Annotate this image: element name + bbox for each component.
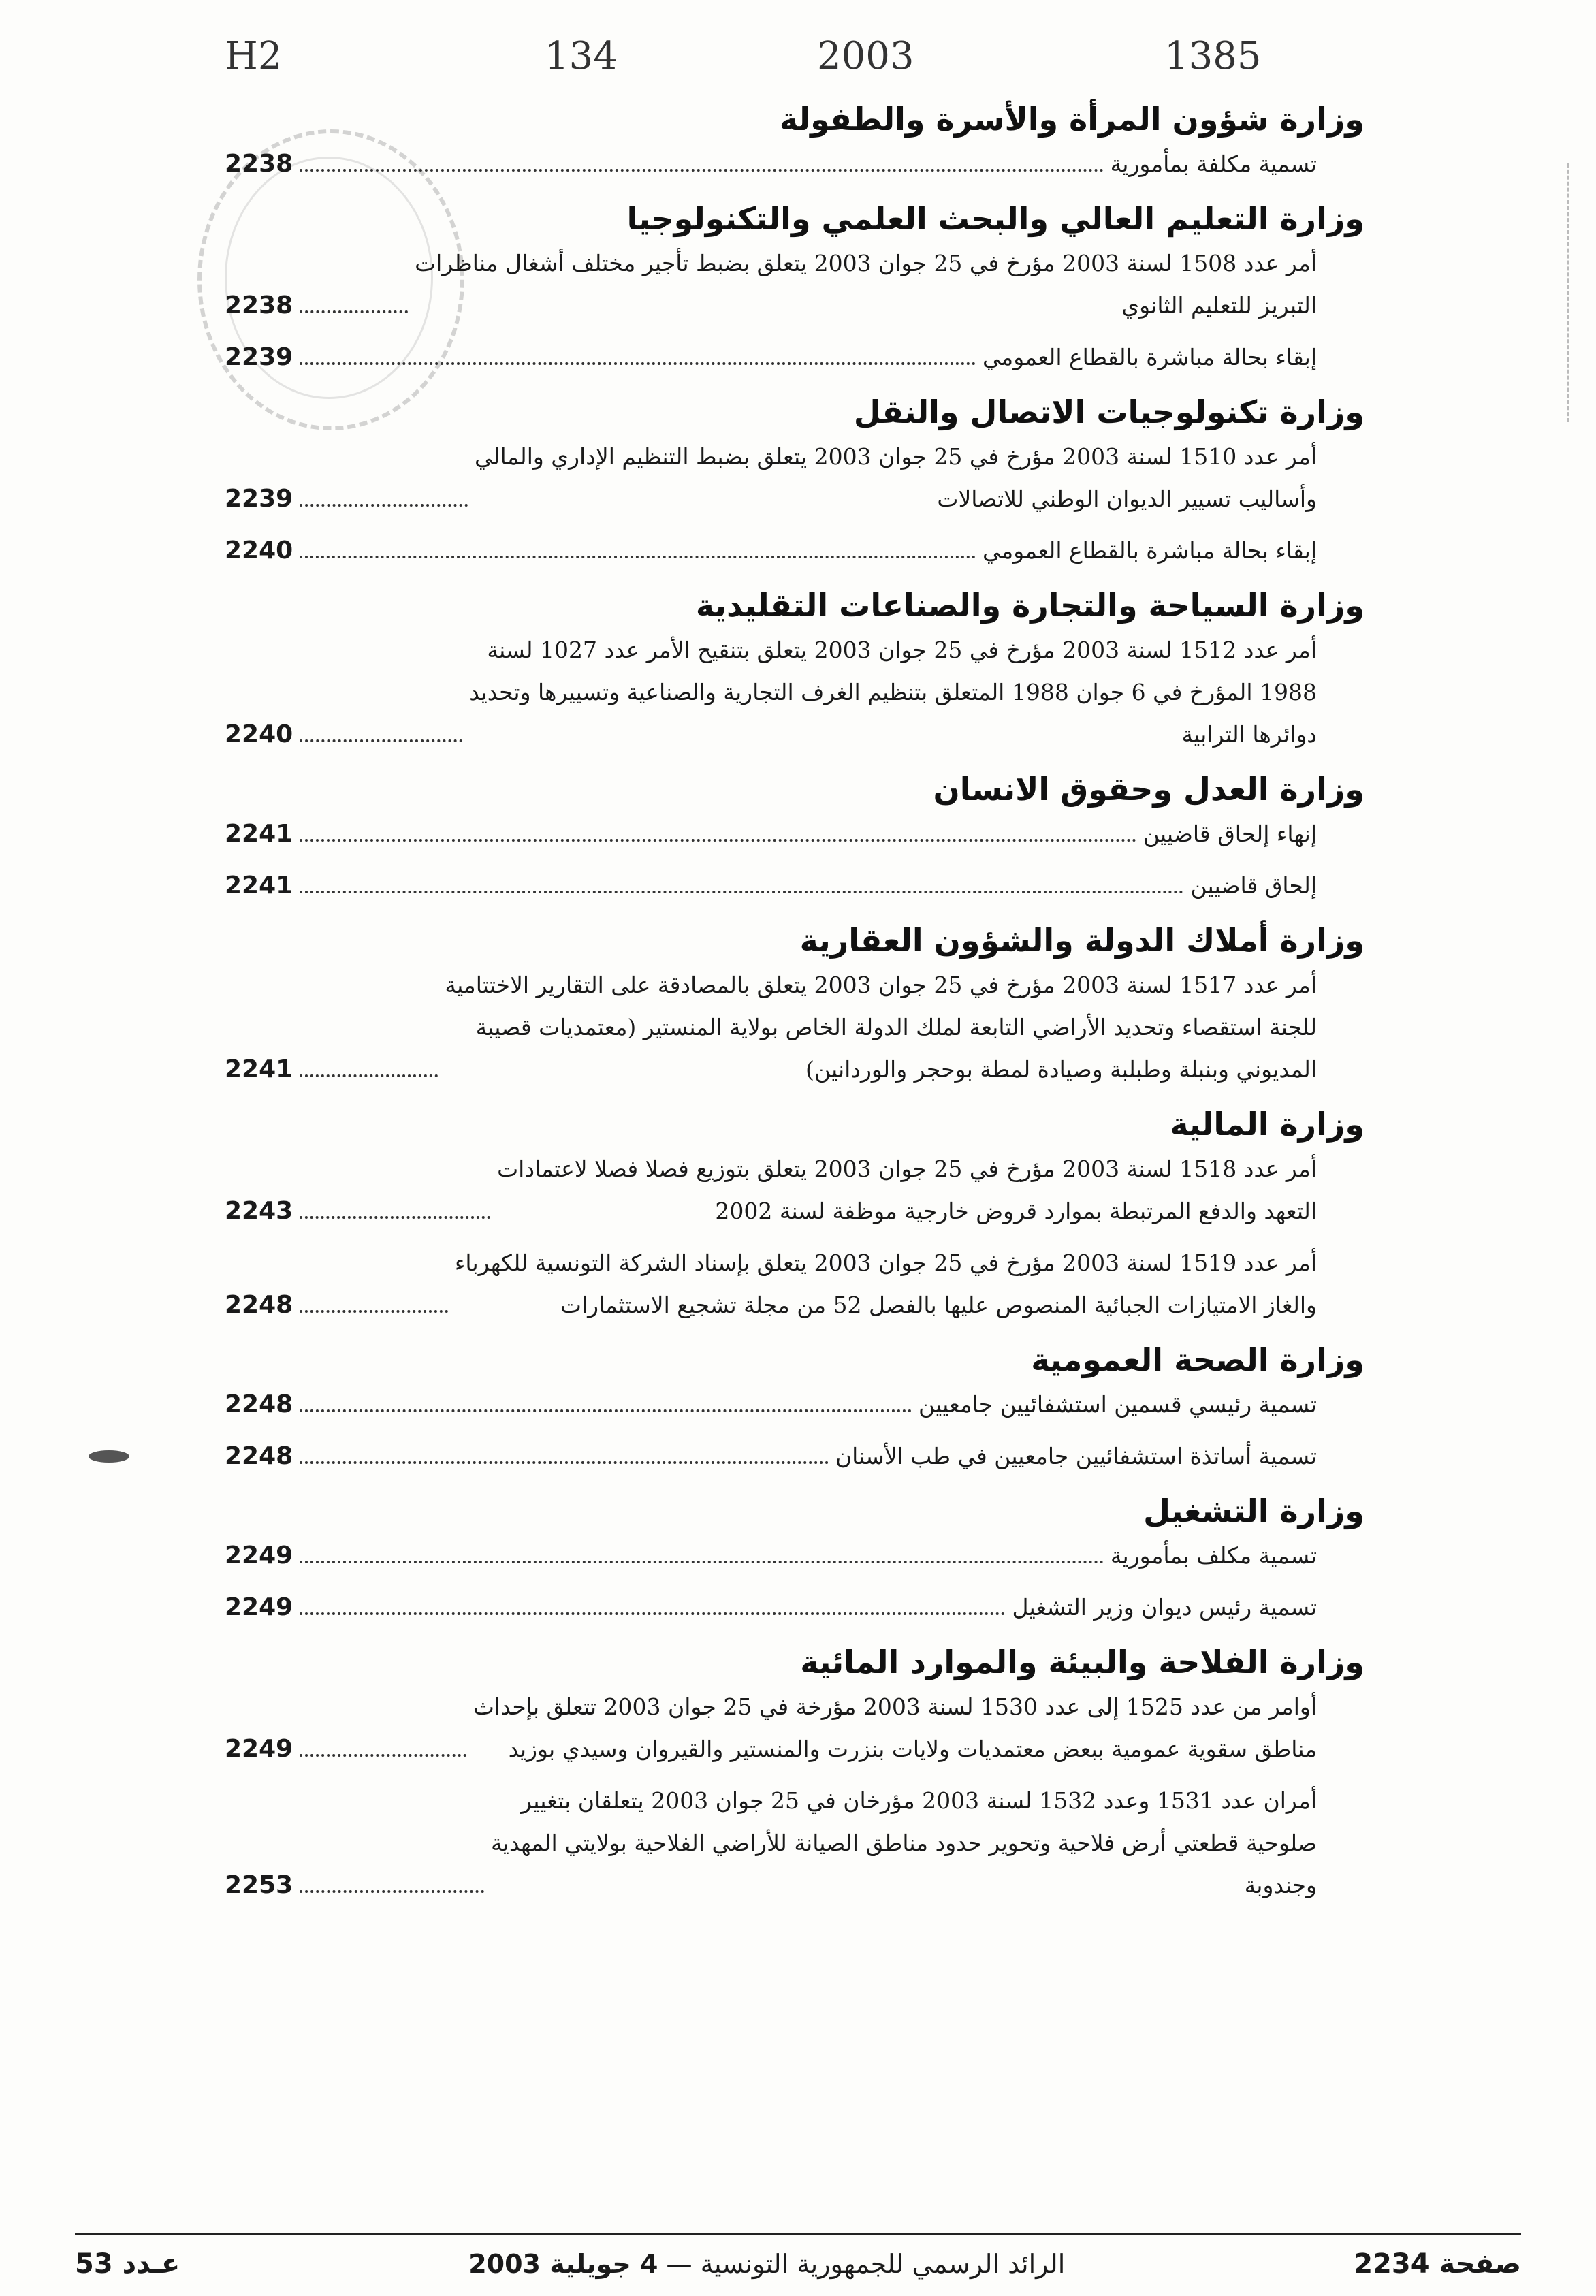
toc-entry-title: إنهاء إلحاق قاضيين	[1143, 820, 1317, 847]
toc-entry	[225, 629, 1317, 756]
ministry-heading: وزارة شؤون المرأة والأسرة والطفولة	[779, 101, 1364, 138]
toc-entry-title: أمر عدد 1518 لسنة 2003 مؤرخ في 25 جوان 2003 يتعلق بتوزيع فصلا فصلا لاعتمادات التعهد والدفع المرتبطة بموارد قروض خارجية موظفة لسنة 2002	[497, 1155, 1317, 1224]
toc-entry-page: 2243	[225, 1197, 293, 1225]
dot-leader	[300, 1461, 829, 1464]
toc-entry-page: 2240	[225, 537, 293, 564]
ministry-section	[225, 195, 1364, 379]
dot-leader	[300, 362, 976, 365]
ministry-section	[225, 916, 1364, 1091]
dot-leader	[300, 839, 1136, 842]
toc-entry	[225, 1148, 1317, 1232]
toc-entry	[225, 865, 1317, 907]
toc-entry-page: 2241	[225, 820, 293, 848]
handwritten-note: 1385	[1164, 34, 1262, 78]
toc-entry	[225, 1587, 1317, 1629]
toc-entry	[225, 813, 1317, 855]
toc-entry	[225, 1686, 1317, 1770]
dot-leader	[300, 310, 408, 313]
dot-leader	[300, 1074, 438, 1077]
toc-entry-title: أوامر من عدد 1525 إلى عدد 1530 لسنة 2003 مؤرخة في 25 جوان 2003 تتعلق بإحداث مناطق سقوية عمومية ببعض معتمديات ولايات بنزرت والمنستير والقيروان وسيدي بوزيد	[473, 1693, 1317, 1762]
toc-entry-page: 2248	[225, 1291, 293, 1319]
dot-leader	[300, 556, 976, 558]
toc-entry-title: إلحاق قاضيين	[1190, 872, 1317, 899]
handwritten-note: H2	[225, 34, 283, 78]
toc-entry-page: 2249	[225, 1735, 293, 1763]
handwritten-note: 2003	[817, 34, 914, 78]
dot-leader	[300, 1561, 1104, 1563]
toc-entry	[225, 1780, 1317, 1907]
toc-entry-title: أمر عدد 1512 لسنة 2003 مؤرخ في 25 جوان 2003 يتعلق بتنقيح الأمر عدد 1027 لسنة 1988 المؤرخ في 6 جوان 1988 المتعلق بتنظيم الغرف التجارية والصناعية وتسييرها وتحديد دوائرها الترابية	[469, 637, 1317, 748]
ministry-section	[225, 95, 1364, 185]
ministry-heading: وزارة المالية	[1170, 1106, 1364, 1143]
ministry-section	[225, 1487, 1364, 1629]
ministry-heading: وزارة أملاك الدولة والشؤون العقارية	[799, 922, 1364, 959]
toc-entry-title: أمر عدد 1519 لسنة 2003 مؤرخ في 25 جوان 2003 يتعلق بإسناد الشركة التونسية للكهرباء والغاز الامتيازات الجبائية المنصوص عليها بالفصل 52 من مجلة تشجيع الاستثمارات	[454, 1249, 1317, 1318]
toc-entry	[225, 964, 1317, 1091]
ministry-section	[225, 765, 1364, 907]
ministry-heading: وزارة الصحة العمومية	[1031, 1341, 1364, 1378]
toc-entry-page: 2253	[225, 1871, 293, 1899]
ministry-section	[225, 1638, 1364, 1907]
toc-entry-title: تسمية رئيسي قسمين استشفائيين جامعيين	[919, 1391, 1317, 1418]
dot-leader	[300, 1612, 1005, 1615]
toc-entry-page: 2238	[225, 150, 293, 178]
toc-entry	[225, 1242, 1317, 1326]
toc-entry-page: 2249	[225, 1593, 293, 1621]
toc-entry	[225, 530, 1317, 572]
dot-leader	[300, 1216, 490, 1219]
footer-rule	[75, 2233, 1521, 2235]
dot-leader	[300, 891, 1183, 893]
ministry-heading: وزارة السياحة والتجارة والصناعات التقليدية	[695, 587, 1364, 624]
toc-entry-title: تسمية مكلفة بمأمورية	[1110, 150, 1317, 177]
ministry-heading: وزارة التشغيل	[1143, 1493, 1364, 1529]
toc-entry-page: 2239	[225, 343, 293, 371]
toc-entry	[225, 143, 1317, 185]
toc-entry	[225, 242, 1317, 327]
dot-leader	[300, 1890, 484, 1893]
toc-entry-title: أمر عدد 1510 لسنة 2003 مؤرخ في 25 جوان 2003 يتعلق بضبط التنظيم الإداري والمالي وأساليب تسيير الديوان الوطني للاتصالات	[474, 443, 1317, 512]
ink-smudge	[89, 1450, 129, 1463]
handwritten-note: 134	[545, 34, 618, 78]
issue-number: عـدد 53	[75, 2248, 180, 2280]
toc-entry-title: إبقاء بحالة مباشرة بالقطاع العمومي	[983, 537, 1317, 564]
toc-entry	[225, 436, 1317, 520]
toc-entry-title: تسمية مكلف بمأمورية	[1110, 1542, 1317, 1569]
toc-entry-page: 2248	[225, 1390, 293, 1418]
dot-leader	[300, 169, 1103, 172]
toc-entry	[225, 1435, 1317, 1478]
dot-leader	[300, 504, 468, 507]
toc-entry-page: 2241	[225, 1055, 293, 1083]
publication-date: 4 جويلية 2003	[468, 2249, 658, 2279]
toc-entry-page: 2240	[225, 720, 293, 748]
toc-entry	[225, 1535, 1317, 1577]
scan-edge-marks	[1561, 163, 1569, 422]
toc-entry-page: 2248	[225, 1442, 293, 1470]
publication-title: الرائد الرسمي للجمهورية التونسية — 4 جويلية 2003	[468, 2249, 1066, 2279]
toc-entry	[225, 336, 1317, 379]
dot-leader	[300, 1754, 466, 1757]
ministry-section	[225, 1100, 1364, 1326]
dot-leader	[300, 1409, 912, 1412]
page-footer	[75, 2240, 1521, 2288]
ministry-section	[225, 1336, 1364, 1478]
toc-entry-title: أمر عدد 1508 لسنة 2003 مؤرخ في 25 جوان 2003 يتعلق بضبط تأجير مختلف أشغال مناظرات التبريز للتعليم الثانوي	[415, 250, 1317, 319]
handwritten-notes	[225, 20, 1260, 95]
ministry-heading: وزارة تكنولوجيات الاتصال والنقل	[853, 394, 1364, 430]
dot-leader	[300, 739, 462, 742]
toc-entry-page: 2241	[225, 872, 293, 899]
ministry-heading: وزارة العدل وحقوق الانسان	[933, 771, 1364, 808]
table-of-contents	[225, 95, 1364, 1916]
toc-entry-page: 2249	[225, 1542, 293, 1569]
toc-entry-title: أمر عدد 1517 لسنة 2003 مؤرخ في 25 جوان 2003 يتعلق بالمصادقة على التقارير الاختتامية للجنة استقصاء وتحديد الأراضي التابعة لملك الدولة الخاص بولاية المنستير (معتمديات قصيبة المديوني وبنبلة وطبلبة وصيادة لمطة بوحجر والوردانين)	[445, 972, 1317, 1083]
toc-entry	[225, 1384, 1317, 1426]
page-number: صفحة 2234	[1354, 2248, 1521, 2280]
toc-entry-title: تسمية رئيس ديوان وزير التشغيل	[1012, 1594, 1317, 1621]
ministry-heading: وزارة التعليم العالي والبحث العلمي والتكنولوجيا	[626, 200, 1364, 237]
toc-entry-title: إبقاء بحالة مباشرة بالقطاع العمومي	[983, 344, 1317, 370]
ministry-heading: وزارة الفلاحة والبيئة والموارد المائية	[800, 1644, 1364, 1680]
toc-entry-page: 2238	[225, 291, 293, 319]
toc-entry-title: أمران عدد 1531 وعدد 1532 لسنة 2003 مؤرخان في 25 جوان 2003 يتعلقان بتغيير صلوحية قطعتي أرض فلاحية وتحوير حدود مناطق الصيانة للأراضي الفلاحية بولايتي المهدية وجندوبة	[490, 1787, 1317, 1898]
toc-entry-page: 2239	[225, 485, 293, 513]
dot-leader	[300, 1310, 448, 1313]
toc-entry-title: تسمية أساتذة استشفائيين جامعيين في طب الأسنان	[835, 1443, 1317, 1469]
ministry-section	[225, 581, 1364, 756]
ministry-section	[225, 388, 1364, 572]
